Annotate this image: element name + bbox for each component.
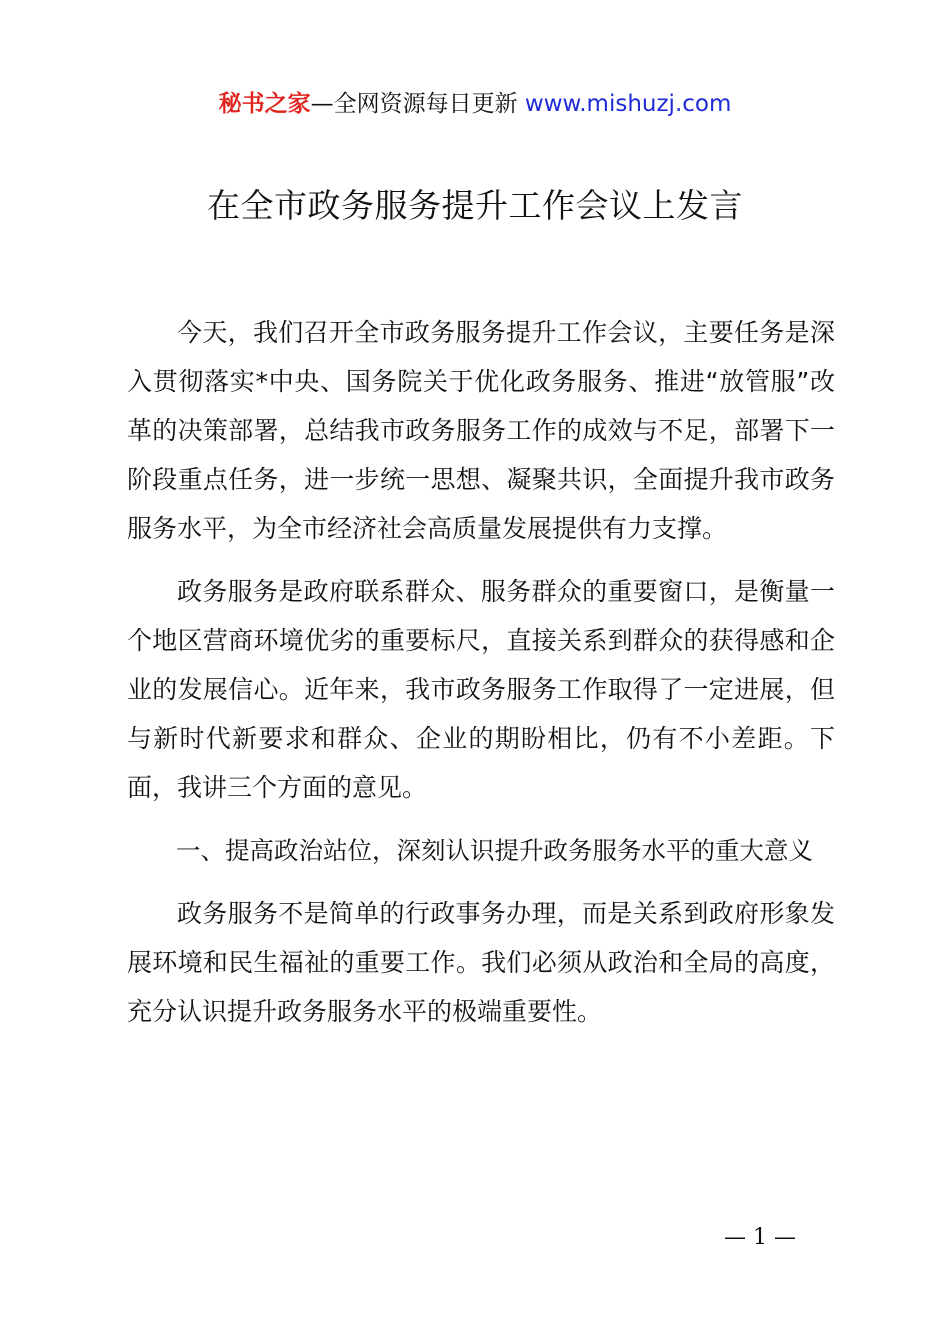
paragraph-section-1: 政务服务不是简单的行政事务办理，而是关系到政府形象发展环境和民生福祉的重要工作。我们必须从政治和全局的高度，充分认识提升政务服务水平的极端重要性。 bbox=[127, 899, 835, 1026]
brand-name: 秘书之家 bbox=[218, 91, 311, 117]
paragraph-intro: 今天，我们召开全市政务服务提升工作会议，主要任务是深入贯彻落实*中央、国务院关于优化政务服务、推进“放管服”改革的决策部署，总结我市政务服务工作的成效与不足，部署下一阶段重点任务，进一步统一思想、凝聚共识，全面提升我市政务服务水平，为全市经济社会高质量发展提供有力支撑。 bbox=[127, 318, 835, 543]
paragraph-context: 政务服务是政府联系群众、服务群众的重要窗口，是衡量一个地区营商环境优劣的重要标尺，直接关系到群众的获得感和企业的发展信心。近年来，我市政务服务工作取得了一定进展，但与新时代新要求和群众、企业的期盼相比，仍有不小差距。下面，我讲三个方面的意见。 bbox=[127, 577, 835, 802]
page-number: — 1 — bbox=[724, 1225, 796, 1250]
document-body bbox=[127, 308, 835, 1050]
header-slogan: —全网资源每日更新 bbox=[310, 91, 525, 117]
site-header bbox=[0, 88, 950, 120]
section-heading-1: 一、提高政治站位，深刻认识提升政务服务水平的重大意义 bbox=[176, 836, 813, 865]
site-url-link[interactable]: www.mishuzj.com bbox=[524, 91, 732, 117]
document-title: 在全市政务服务提升工作会议上发言 bbox=[207, 186, 743, 225]
